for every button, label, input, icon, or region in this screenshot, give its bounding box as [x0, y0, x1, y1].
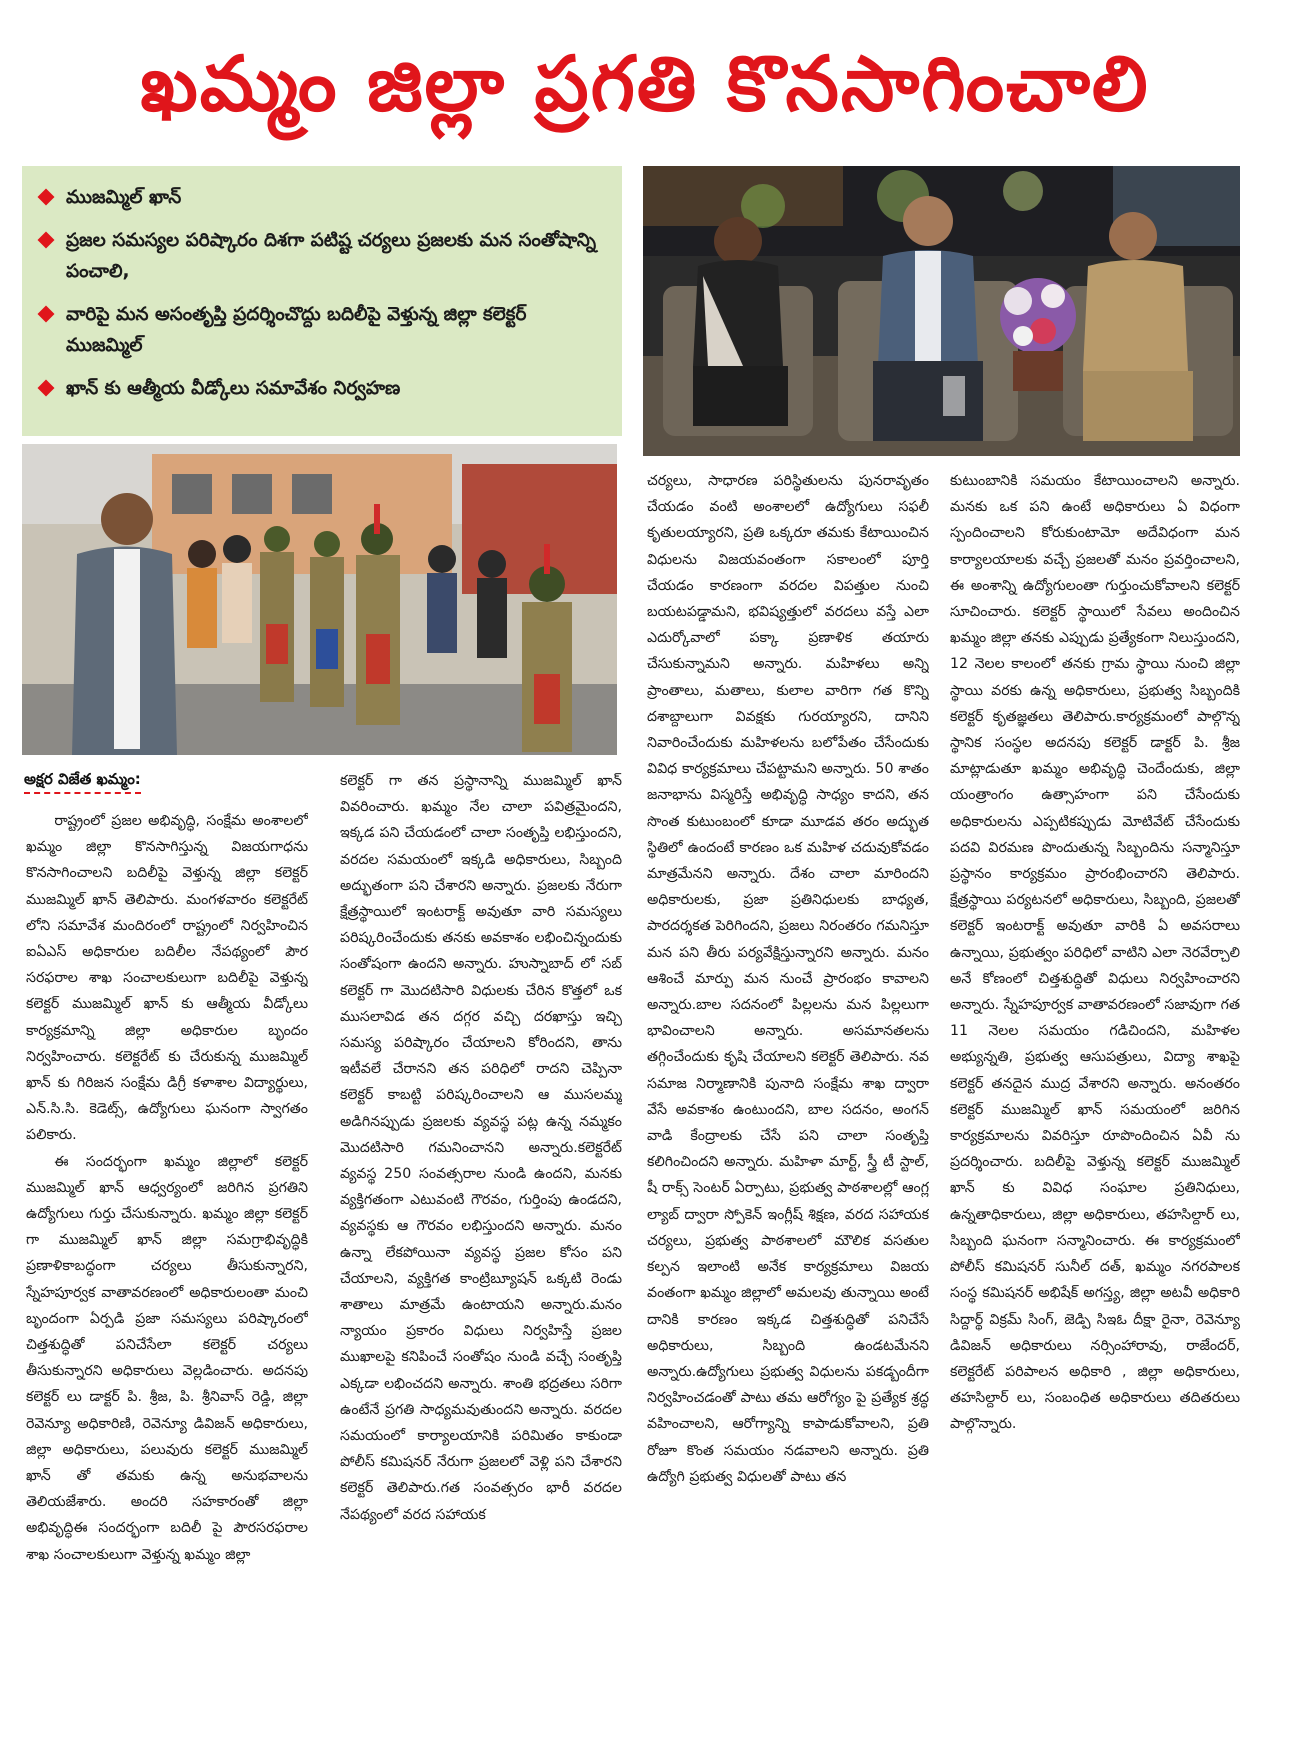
diamond-bullet-icon [38, 189, 55, 206]
highlight-item [34, 182, 608, 213]
article-column-1 [26, 808, 308, 1718]
highlight-item [34, 299, 608, 361]
byline: అక్షర విజేత ఖమ్మం: [24, 768, 141, 794]
article-paragraph: ఈ సందర్భంగా ఖమ్మం జిల్లాలో కలెక్టర్ ముజమ్మిల్ ఖాన్ ఆధ్వర్యంలో జరిగిన ప్రగతిని ఉద్యోగులు గుర్తు చేసుకున్నారు. ఖమ్మం జిల్లా కలెక్టర్ గా ముజమ్మిల్ ఖాన్ జిల్లా సమగ్రాభివృద్ధికి ప్రణాళికాబద్ధంగా చర్యలు తీసుకున్నారని, స్నేహపూర్వక వాతావరణంలో అధికారులంతా మంచి బృందంగా ఏర్పడి ప్రజా సమస్యలు పరిష్కారంలో చిత్తశుద్ధితో పనిచేసేలా కలెక్టర్ చర్యలు తీసుకున్నారని అధికారులు వెల్లడించారు. అదనపు కలెక్టర్ లు డాక్టర్ పి. శ్రీజ, పి. శ్రీనివాస్ రెడ్డి, జిల్లా రెవెన్యూ అధికారిణి, రెవెన్యూ డివిజన్ అధికారులు, జిల్లా అధికారులు, పలువురు కలెక్టర్ ముజమ్మిల్ ఖాన్ తో తమకు ఉన్న అనుభవాలను తెలియజేశారు. అందరి సహకారంతో జిల్లా అభివృద్ధిఈ సందర్భంగా బదిలీ పై పౌరసరఫరాల శాఖ సంచాలకులుగా వెళ్తున్న ఖమ్మం జిల్లా [26, 1153, 308, 1563]
diamond-bullet-icon [38, 232, 55, 249]
highlight-text: ఖాన్ కు ఆత్మీయ వీడ్కోలు సమావేశం నిర్వహణ [66, 378, 401, 399]
article-paragraph: కలెక్టర్ గా తన ప్రస్థానాన్ని ముజమ్మిల్ ఖాన్ వివరించారు. ఖమ్మం నేల చాలా పవిత్రమైందని, ఇక్కడ పని చేయడంలో చాలా సంతృప్తి లభిస్తుందని, వరదల సమయంలో ఇక్కడి అధికారులు, సిబ్బంది అద్భుతంగా పని చేశారని అన్నారు. ప్రజలకు నేరుగా క్షేత్రస్థాయిలో ఇంటరాక్ట్ అవుతూ వారి సమస్యలు పరిష్కరించేందుకు తనకు అవకాశం లభించిన్నందుకు సంతోషంగా ఉందని అన్నారు. హుస్నాబాద్ లో సబ్ కలెక్టర్ గా మొదటిసారి విధులకు చేరిన కొత్తలో ఒక ముసలావిడ తన దగ్గర వచ్చి దరఖాస్తు ఇచ్చి సమస్య పరిష్కారం చేయాలని కోరిందని, తాను ఇటీవలే చేరానని తన పరిధిలో రాదని చెప్పినా కలెక్టర్ కాబట్టి పరిష్కరించాలని ఆ ముసలమ్మ అడిగినప్పుడు ప్రజలకు వ్యవస్థ పట్ల ఉన్న నమ్మకం మొదటిసారి గమనించానని అన్నారు.కలెక్టరేట్ వ్యవస్థ 250 సంవత్సరాల నుండి ఉందని, మనకు వ్యక్తిగతంగా ఎటువంటి గౌరవం, గుర్తింపు ఉండదని, వ్యవస్థకు ఆ గౌరవం లభిస్తుందని అన్నారు. మనం ఉన్నా లేకపోయినా వ్యవస్థ ప్రజల కోసం పని చేయాలని, వ్యక్తిగత కాంట్రిబ్యూషన్ ఒక్కటి రెండు శాతాలు మాత్రమే ఉంటాయని అన్నారు.మనం న్యాయం ప్రకారం విధులు నిర్వహిస్తే ప్రజల ముఖాలపై కనిపించే సంతోషం నుండి వచ్చే సంతృప్తి ఎక్కడా లభించదని అన్నారు. శాంతి భద్రతలు సరిగా ఉంటేనే ప్రగతి సాధ్యమవుతుందని అన్నారు. వరదల సమయంలో కార్యాలయానికి పరిమితం కాకుండా పోలీస్ కమిషనర్ నేరుగా ప్రజలలో వెళ్లి పని చేశారని కలెక్టర్ తెలిపారు.గత సంవత్సరం భారీ వరదల నేపథ్యంలో వరద సహాయక [340, 773, 622, 1523]
article-paragraph: చర్యలు, సాధారణ పరిస్థితులను పునరావృతం చేయడం వంటి అంశాలలో ఉద్యోగులు సఫలీ కృతులయ్యారని, ప్రతి ఒక్కరూ తమకు కేటాయించిన విధులను విజయవంతంగా సకాలంలో పూర్తి చేయడం కారణంగా వరదల విపత్తుల నుంచి బయటపడ్డామని, భవిష్యత్తులో వరదలు వస్తే ఎలా ఎదుర్కోవాలో పక్కా ప్రణాళిక తయారు చేసుకున్నామని అన్నారు. మహిళలు అన్ని ప్రాంతాలు, మతాలు, కులాల వారిగా గత కొన్ని దశాబ్దాలుగా వివక్షకు గురయ్యారని, దానిని నివారించేందుకు మహిళలను బలోపేతం చేసేందుకు వివిధ కార్యక్రమాలు చేపట్టామని అన్నారు. 50 శాతం జనాభాను విస్మరిస్తే అభివృద్ధి సాధ్యం కాదని, తన సొంత కుటుంబంలో కూడా మూడవ తరం అద్భుత స్థితిలో ఉందంటే కారణం ఒక మహిళ చదువుకోవడం మాత్రమేనని అన్నారు. దేశం చాలా మారిందని అధికారులకు, ప్రజా ప్రతినిధులకు బాధ్యత, పారదర్శకత పెరిగిందని, ప్రజలు నిరంతరం గమనిస్తూ మన పని తీరు పర్యవేక్షిస్తున్నారని అన్నారు. మనం ఆశించే మార్పు మన నుంచే ప్రారంభం కావాలని అన్నారు.బాల సదనంలో పిల్లలను మన పిల్లలుగా భావించాలని అన్నారు. అసమానతలను తగ్గించేందుకు కృషి చేయాలని కలెక్టర్ తెలిపారు. నవ సమాజ నిర్మాణానికి పునాది సంక్షేమ శాఖ ద్వారా వేసే అవకాశం ఉంటుందని, బాల సదనం, అంగన్ వాడి కేంద్రాలకు చేసే పని చాలా సంతృప్తి కలిగించిందని అన్నారు. మహిళా మార్ట్, స్త్రీ టీ స్టాల్, షీ రాక్స్ సెంటర్ ఏర్పాటు, ప్రభుత్వ పాఠశాలల్లో ఆంగ్ల ల్యాబ్ ద్వారా స్పోకెన్ ఇంగ్లీష్ శిక్షణ, వరద సహాయక చర్యలు, ప్రభుత్వ పాఠశాలలో మౌలిక వసతుల కల్పన ఇలాంటి అనేక కార్యక్రమాలు విజయ వంతంగా ఖమ్మం జిల్లాలో అమలవు తున్నాయి అంటే దానికి కారణం ఇక్కడ చిత్తశుద్ధితో పనిచేసే అధికారులు, సిబ్బంది ఉండటమేనని అన్నారు.ఉద్యోగులు ప్రభుత్వ విధులను పకడ్బందీగా నిర్వహించడంతో పాటు తమ ఆరోగ్యం పై ప్రత్యేక శ్రద్ధ వహించాలని, ఆరోగ్యాన్ని కాపాడుకోవాలని, ప్రతి రోజూ కొంత సమయం నడవాలని అన్నారు. ప్రతి ఉద్యోగి ప్రభుత్వ విధులతో పాటు తన [647, 473, 929, 1485]
guard-of-honour-photo [22, 444, 617, 755]
highlight-item [34, 373, 608, 404]
highlight-text: వారిపై మన అసంతృప్తి ప్రదర్శించొద్దు బదిలీపై వెళ్తున్న జిల్లా కలెక్టర్ ముజమ్మిల్ [66, 304, 527, 356]
article-column-3 [647, 468, 929, 1720]
highlight-item [34, 225, 608, 287]
article-paragraph: కుటుంబానికి సమయం కేటాయించాలని అన్నారు. మనకు ఒక పని ఉంటే అధికారులు ఏ విధంగా స్పందించాలని కోరుకుంటామో అదేవిధంగా మన కార్యాలయాలకు వచ్చే ప్రజలతో మనం ప్రవర్తించాలని, ఈ అంశాన్ని ఉద్యోగులంతా గుర్తుంచుకోవాలని కలెక్టర్ సూచించారు. కలెక్టర్ స్థాయిలో సేవలు అందించిన ఖమ్మం జిల్లా తనకు ఎప్పుడు ప్రత్యేకంగా నిలుస్తుందని, 12 నెలల కాలంలో తనకు గ్రామ స్థాయి నుంచి జిల్లా స్థాయి వరకు ఉన్న అధికారులు, ప్రభుత్వ సిబ్బందికి కలెక్టర్ కృతజ్ఞతలు తెలిపారు.కార్యక్రమంలో పాల్గొన్న స్థానిక సంస్థల అదనపు కలెక్టర్ డాక్టర్ పి. శ్రీజ మాట్లాడుతూ ఖమ్మం అభివృద్ధి చెందేందుకు, జిల్లా యంత్రాంగం ఉత్సాహంగా పని చేసేందుకు అధికారులను ఎప్పటికప్పుడు మోటివేట్ చేసేందుకు పదవి విరమణ పొందుతున్న సిబ్బందిను సన్మానిస్తూ ప్రస్థానం కార్యక్రమం ప్రారంభించారని తెలిపారు. క్షేత్రస్థాయి పర్యటనలో అధికారులు, సిబ్బంది, ప్రజలతో కలెక్టర్ ఇంటరాక్ట్ అవుతూ వారికి ఏ అవసరాలు ఉన్నాయి, ప్రభుత్వం పరిధిలో వాటిని ఎలా నెరవేర్చాలి అనే కోణంలో చిత్తశుద్ధితో విధులు నిర్వహించారని అన్నారు. స్నేహపూర్వక వాతావరణంలో సజావుగా గత 11 నెలల సమయం గడిచిందని, మహిళల అభ్యున్నతి, ప్రభుత్వ ఆసుపత్రులు, విద్యా శాఖపై కలెక్టర్ తనదైన ముద్ర వేశారని అన్నారు. అనంతరం కలెక్టర్ ముజమ్మిల్ ఖాన్ సమయంలో జరిగిన కార్యక్రమాలను వివరిస్తూ రూపొందించిన ఏవీ ను ప్రదర్శించారు. బదిలీపై వెళ్తున్న కలెక్టర్ ముజమ్మిల్ ఖాన్ కు వివిధ సంఘాల ప్రతినిధులు, ఉన్నతాధికారులు, జిల్లా అధికారులు, తహసిల్దార్ లు, సిబ్బంది ఘనంగా సన్మానించారు. ఈ కార్యక్రమంలో పోలీస్ కమిషనర్ సునీల్ దత్, ఖమ్మం నగరపాలక సంస్థ కమిషనర్ అభిషేక్ అగస్త్య, జిల్లా అటవీ అధికారి సిద్దార్థ్ విక్రమ్ సింగ్, జెడ్పి సిఇఓ దీక్షా రైనా, రెవెన్యూ డివిజన్ అధికారులు నర్సింహారావు, రాజేందర్, కలెక్టరేట్ పరిపాలన అధికారి , జిల్లా అధికారులు, తహసిల్దార్ లు, సంబంధిత అధికారులు తదితరులు పాల్గొన్నారు. [950, 473, 1240, 1433]
guard-of-honour-image [22, 444, 617, 755]
meeting-photo-image [643, 166, 1240, 456]
article-column-2 [340, 768, 622, 1718]
diamond-bullet-icon [38, 380, 55, 397]
article-paragraph: రాష్ట్రంలో ప్రజల అభివృద్ధి, సంక్షేమ అంశాలలో ఖమ్మం జిల్లా కొనసాగిస్తున్న విజయగాధను కొనసాగించాలని బదిలీపై వెళ్తున్న జిల్లా కలెక్టర్ ముజమ్మిల్ ఖాన్ తెలిపారు. మంగళవారం కలెక్టరేట్ లోని సమావేశ మందిరంలో రాష్ట్రంలో నిర్వహించిన ఐఏఎస్ అధికారుల బదిలీల నేపథ్యంలో పౌర సరఫరాల శాఖ సంచాలకులుగా బదిలీపై వెళ్తున్న కలెక్టర్ ముజమ్మిల్ ఖాన్ కు ఆత్మీయ వీడ్కోలు కార్యక్రమాన్ని జిల్లా అధికారుల బృందం నిర్వహించారు. కలెక్టరేట్ కు చేరుకున్న ముజమ్మిల్ ఖాన్ కు గిరిజన సంక్షేమ డిగ్రీ కళాశాల విద్యార్థులు, ఎన్.సి.సి. కెడెట్స్, ఉద్యోగులు ఘనంగా స్వాగతం పలికారు. [26, 813, 308, 1144]
highlight-text: ముజమ్మిల్ ఖాన్ [66, 187, 182, 208]
diamond-bullet-icon [38, 306, 55, 323]
page-headline: ఖమ్మం జిల్లా ప్రగతి కొనసాగించాలి [140, 39, 1150, 128]
highlights-box [22, 166, 622, 436]
article-column-4 [950, 468, 1240, 1720]
highlight-text: ప్రజల సమస్యల పరిష్కారం దిశగా పటిష్ట చర్యలు ప్రజలకు మన సంతోషాన్ని పంచాలి, [66, 230, 596, 282]
meeting-photo [643, 166, 1240, 456]
